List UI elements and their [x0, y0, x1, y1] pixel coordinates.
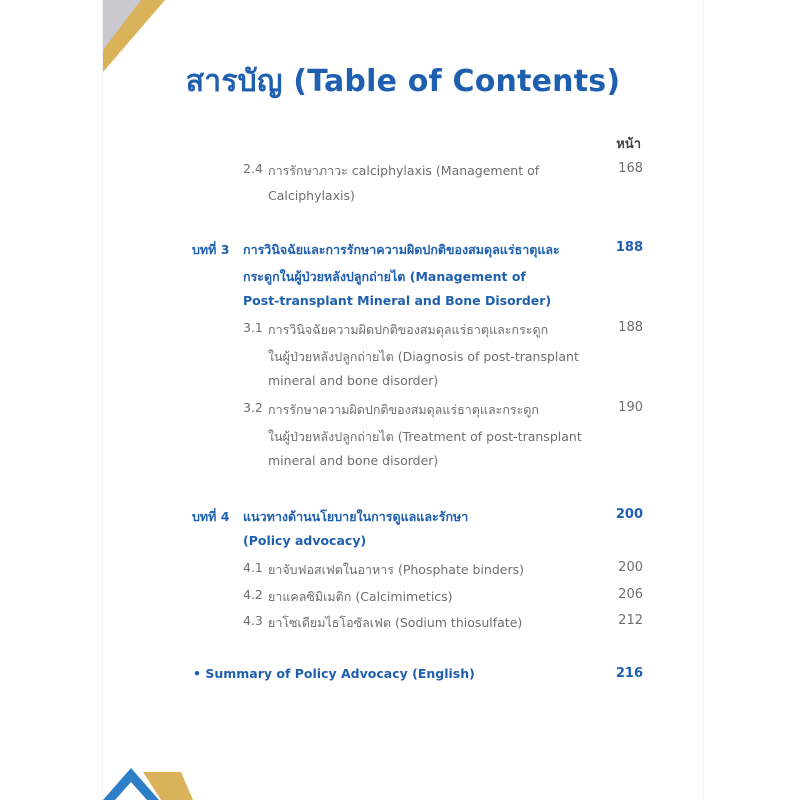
entry-line: การวินิจฉัยความผิดปกติของสมดุลแร่ธาตุและกระดูก — [268, 322, 549, 337]
entry-line: การรักษาความผิดปกติของสมดุลแร่ธาตุและกระดูก — [268, 402, 539, 417]
page-number: 168 — [618, 161, 643, 176]
section-number: 2.4 — [243, 161, 263, 176]
page-number: 188 — [618, 320, 643, 335]
page-number: 188 — [615, 240, 643, 255]
entry-line: ในผู้ป่วยหลังปลูกถ่ายไต (Diagnosis of post-transplant — [268, 349, 579, 364]
page-number: 200 — [615, 507, 643, 522]
entry-line: ยาโซเดียมไธโอซัลเฟต (Sodium thiosulfate) — [268, 615, 523, 630]
entry-line: ในผู้ป่วยหลังปลูกถ่ายไต (Treatment of post-transplant — [268, 429, 582, 444]
page-number: 212 — [618, 613, 643, 628]
chapter-title-line: แนวทางด้านนโยบายในการดูแลและรักษา — [243, 509, 469, 524]
page-column-header: หน้า — [616, 137, 641, 152]
page-number: 200 — [618, 560, 643, 575]
section-number: 4.1 — [243, 560, 263, 575]
page-title: สารบัญ (Table of Contents) — [185, 64, 621, 99]
chapter-title-line: (Policy advocacy) — [243, 533, 367, 548]
logo-corner-decoration — [103, 760, 193, 800]
chapter-title-line: กระดูกในผู้ป่วยหลังปลูกถ่ายไต (Management of — [243, 269, 526, 284]
page-number: 206 — [618, 587, 643, 602]
section-number: 3.2 — [243, 400, 263, 415]
chapter-label: บทที่ 3 — [192, 242, 230, 257]
page-number: 190 — [618, 400, 643, 415]
section-number: 4.3 — [243, 613, 263, 628]
entry-line: mineral and bone disorder) — [268, 373, 439, 388]
section-number: 3.1 — [243, 320, 263, 335]
section-number: 4.2 — [243, 587, 263, 602]
document-page — [103, 0, 703, 800]
chapter-label: บทที่ 4 — [192, 509, 230, 524]
page-number: 216 — [615, 666, 643, 681]
entry-line: ยาจับฟอสเฟตในอาหาร (Phosphate binders) — [268, 562, 525, 577]
entry-line: ยาแคลซิมิเมติก (Calcimimetics) — [268, 589, 453, 604]
entry-line: Calciphylaxis) — [268, 188, 355, 203]
chapter-title-line: Post-transplant Mineral and Bone Disorder) — [243, 293, 552, 308]
entry-line: การรักษาภาวะ calciphylaxis (Management of — [268, 163, 540, 178]
summary-title: • Summary of Policy Advocacy (English) — [193, 666, 475, 681]
chapter-title-line: การวินิจฉัยและการรักษาความผิดปกติของสมดุลแร่ธาตุและ — [243, 242, 560, 257]
entry-line: mineral and bone disorder) — [268, 453, 439, 468]
